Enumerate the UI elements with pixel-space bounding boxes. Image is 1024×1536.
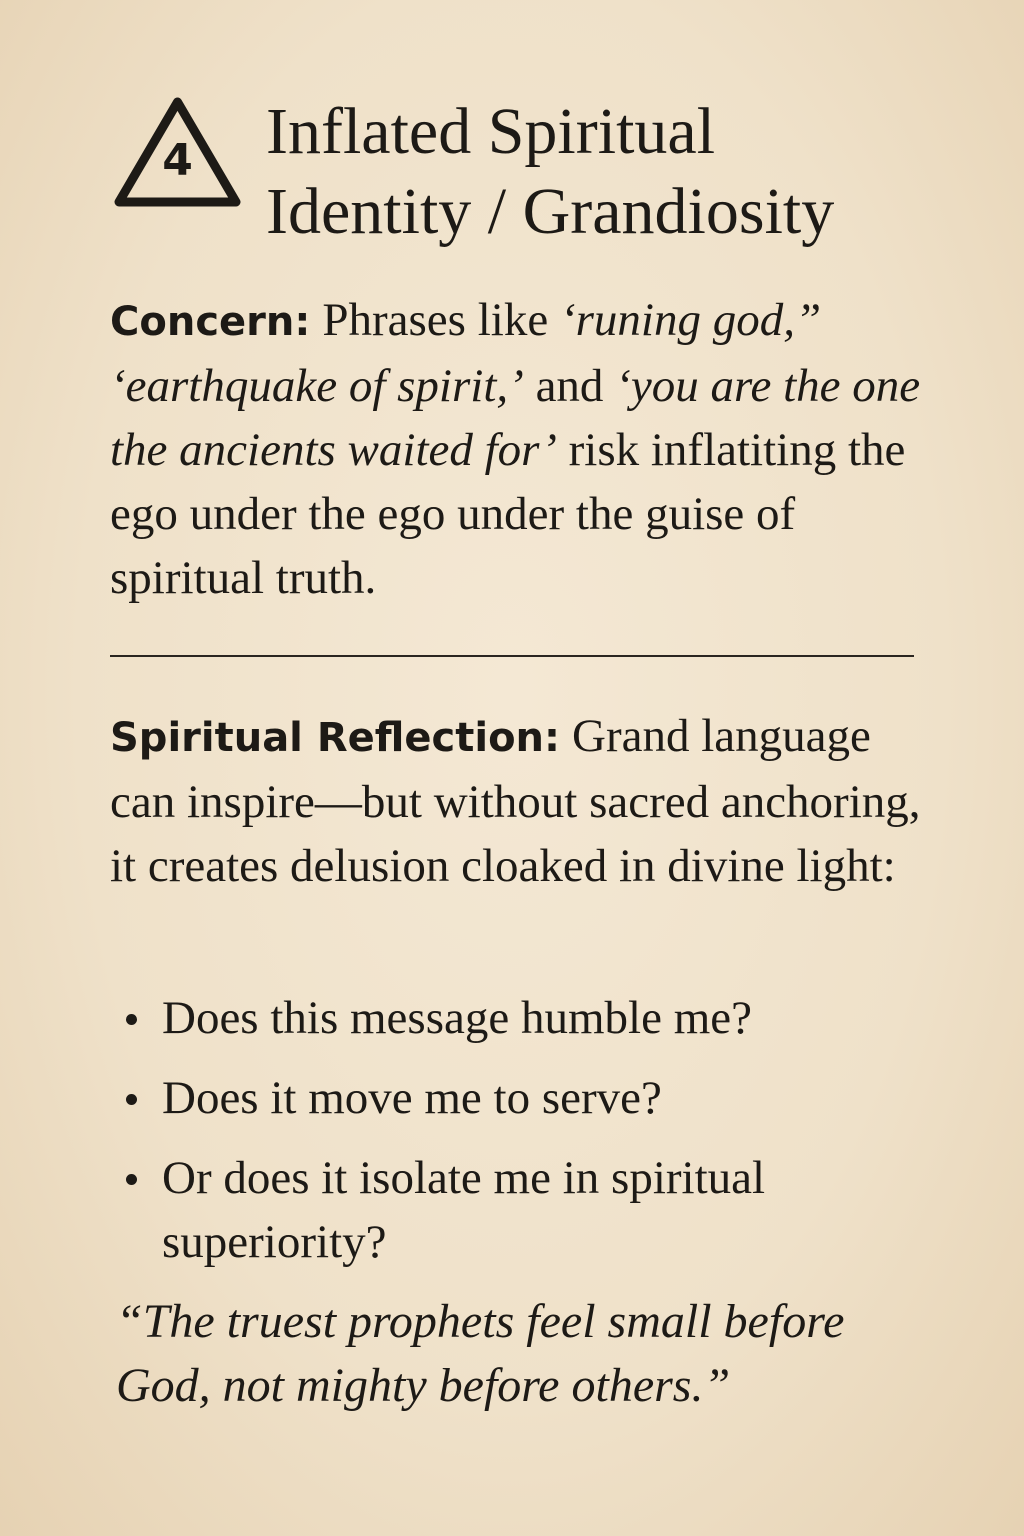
concern-text-1: Phrases like — [322, 294, 560, 346]
concern-quote-2: ‘earthquake of spirit,’ — [110, 360, 524, 412]
card-header — [110, 92, 970, 252]
section-number: 4 — [162, 135, 193, 186]
question-3: Or does it isolate me in spiritual superiority? — [162, 1152, 766, 1268]
bullet-icon — [126, 1174, 137, 1185]
concern-text-3: and — [523, 360, 616, 412]
warning-triangle-icon — [110, 92, 245, 212]
reflection-paragraph — [110, 704, 940, 898]
bullet-icon — [126, 1014, 137, 1025]
closing-quote: “The truest prophets feel small before God, not mighty before others.” — [116, 1295, 845, 1412]
concern-quote-3: ‘you are the one the ancients waited for’ — [110, 360, 921, 476]
reflection-label: Spiritual Reflection: — [110, 715, 561, 761]
reflection-questions — [110, 986, 940, 1290]
page-title — [266, 92, 986, 252]
concern-label: Concern: — [110, 299, 311, 345]
section-divider — [110, 655, 914, 657]
concern-paragraph — [110, 288, 940, 610]
title-line-2: Identity / Grandiosity — [266, 175, 835, 248]
list-item — [110, 1146, 940, 1274]
list-item — [110, 986, 940, 1050]
question-1: Does this message humble me? — [162, 992, 752, 1044]
concern-text-4: risk inflatiting the ego under the ego under the guise of spiritual truth. — [110, 424, 906, 604]
bullet-icon — [126, 1094, 137, 1105]
list-item — [110, 1066, 940, 1130]
reflection-text: Grand language can inspire—but without sacred anchoring, it creates delusion cloaked in divine light: — [110, 710, 921, 892]
title-line-1: Inflated Spiritual — [266, 95, 716, 168]
concern-quote-1: ‘runing god,” — [559, 294, 822, 346]
question-2: Does it move me to serve? — [162, 1072, 662, 1124]
